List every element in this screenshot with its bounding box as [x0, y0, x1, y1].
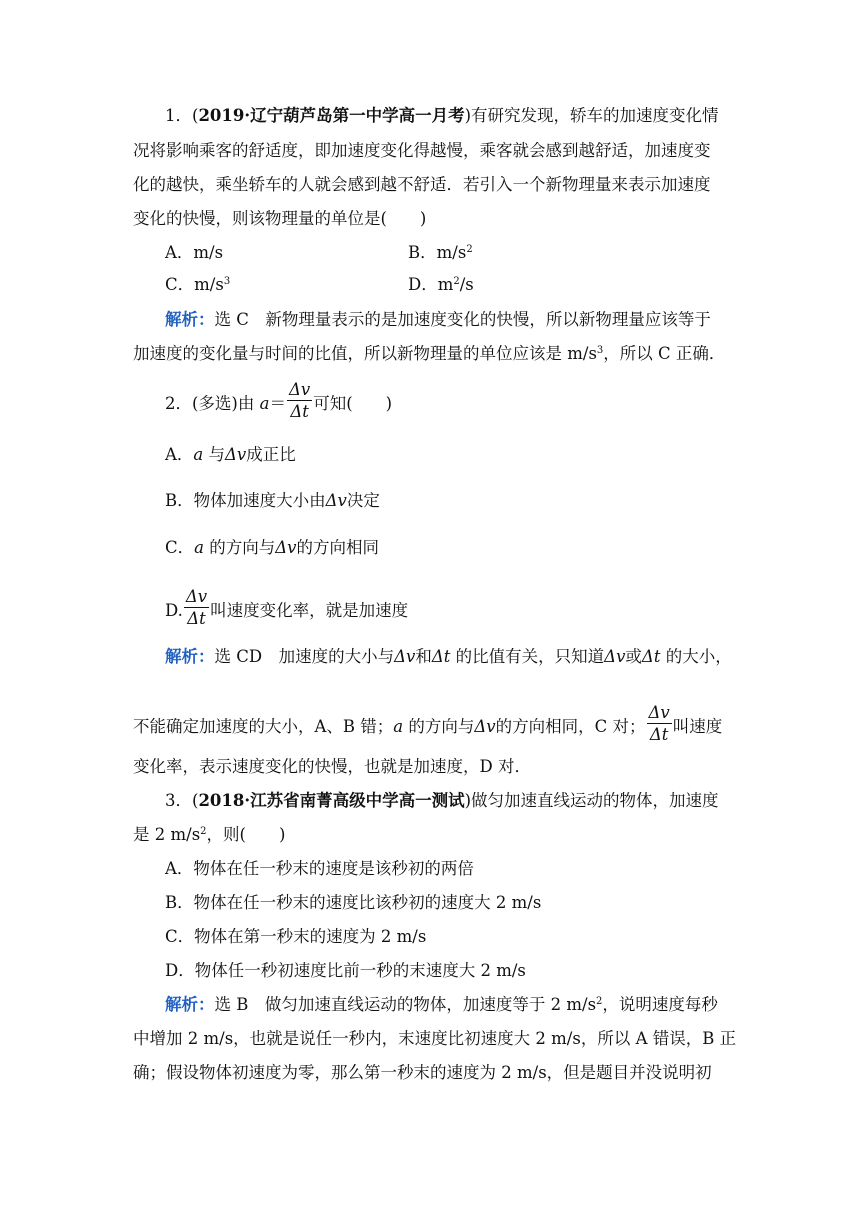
q1-option-d-unit: /s: [459, 275, 474, 294]
q2-answer-text-g: 的方向与: [403, 717, 475, 736]
q2-option-d-letter: D.: [165, 601, 183, 620]
q2-option-c-var: a: [194, 538, 204, 557]
q3-answer-text: 选 B 做匀加速直线运动的物体，加速度等于 2 m/s: [214, 995, 597, 1014]
q1-option-c-sup: 3: [223, 276, 231, 287]
q2-answer-fraction-denominator: Δt: [649, 725, 669, 744]
q3-answer-tail: ，说明速度每秒: [602, 995, 718, 1014]
q2-option-a-dv: Δv: [225, 445, 247, 464]
q3-number: 3．(: [165, 791, 199, 810]
q3-stem-2: 是 2 m/s: [133, 825, 201, 844]
q2-fraction-numerator: Δv: [288, 380, 311, 399]
q2-answer-dv-1: Δv: [394, 647, 416, 666]
q1-answer-line-2: [133, 343, 725, 365]
q1-stem: )有研究发现，轿车的加速度变化情: [464, 106, 719, 125]
q2-option-d-denominator: Δt: [187, 609, 206, 628]
q3-option-b: B．物体在任一秒末的速度比该秒初的速度大 2 m/s: [165, 893, 542, 912]
q2-answer-label: 解析：: [165, 647, 215, 666]
q3-option-c: C．物体在第一秒末的速度为 2 m/s: [165, 927, 427, 946]
q1-answer-text-2: 加速度的变化量与时间的比值，所以新物理量的单位应该是 m/s: [133, 344, 597, 363]
q3-answer-label: 解析：: [165, 995, 215, 1014]
q2-answer-line-2: [133, 703, 723, 749]
q2-answer-dv-2: Δv: [604, 647, 626, 666]
q2-answer-dt-2: Δt: [641, 647, 661, 666]
q1-option-c-text: C．m/s: [165, 275, 224, 294]
q1-line-3: 化的越快，乘坐轿车的人就会感到越不舒适．若引入一个新物理量来表示加速度: [133, 175, 711, 194]
q3-option-d: D．物体任一秒初速度比前一秒的末速度大 2 m/s: [165, 961, 526, 980]
q1-source: 2019·辽宁葫芦岛第一中学高一月考: [198, 106, 465, 125]
q2-number: 2．(多选)由: [165, 394, 260, 413]
q2-option-a-mid: 与: [203, 445, 226, 464]
q2-option-d: [165, 587, 409, 633]
q3-line-1: [165, 790, 719, 812]
q1-option-d: [408, 274, 474, 296]
q2-option-c-tail: 的方向相同: [296, 538, 379, 557]
q2-option-a: [165, 444, 296, 466]
q2-option-d-numerator: Δv: [185, 587, 208, 606]
q2-answer-text-h: 的方向相同，C 对；: [495, 717, 646, 736]
q2-option-b-text: B．物体加速度大小由: [165, 491, 326, 510]
q2-fraction-denominator: Δt: [290, 402, 309, 421]
q2-answer-dt-1: Δt: [431, 647, 451, 666]
q2-option-c-dv: Δv: [275, 538, 297, 557]
q2-answer-text-a: 选 CD 加速度的大小与: [214, 647, 395, 666]
q2-option-b: [165, 490, 380, 512]
q2-option-a-letter: A．: [165, 445, 194, 464]
q1-answer-label: 解析：: [165, 310, 215, 329]
q1-option-b-text: B．m/s: [408, 243, 467, 262]
q2-answer-text-i: 叫速度: [672, 717, 723, 736]
q2-option-c-mid: 的方向与: [203, 538, 276, 557]
q1-option-a: A．m/s: [165, 243, 224, 262]
q1-answer-text-3: ，所以 C 正确．: [603, 344, 726, 363]
q3-answer-line-3: 确；假设物体初速度为零，那么第一秒末的速度为 2 m/s，但是题目并没说明初: [133, 1063, 712, 1082]
q3-stem-sup: 2: [200, 826, 207, 837]
q3-answer-sup: 2: [596, 996, 603, 1007]
q2-answer-fraction-numerator: Δv: [648, 703, 670, 722]
q3-line-2: [133, 824, 285, 846]
q2-stem: [165, 380, 393, 426]
q2-answer-dv-3: Δv: [474, 717, 496, 736]
q1-line-2: 况将影响乘客的舒适度，即加速度变化得越慢，乘客就会感到越舒适，加速度变: [133, 141, 711, 160]
q2-option-a-var: a: [193, 445, 204, 464]
q3-answer-line-1: [165, 994, 718, 1016]
q1-option-b-sup: 2: [466, 244, 473, 255]
q2-answer-line-3: 变化率，表示速度变化的快慢，也就是加速度，D 对．: [133, 757, 531, 776]
q1-number: 1．(: [165, 106, 199, 125]
q2-answer-text-c: 的比值有关，只知道: [450, 647, 605, 666]
q2-option-b-tail: 决定: [346, 491, 380, 510]
q1-line-1: [165, 105, 719, 127]
q1-option-d-text: D．m: [408, 275, 454, 294]
q3-source: 2018·江苏省南菁高级中学高一测试: [198, 791, 465, 810]
q2-answer-var-a: a: [393, 717, 404, 736]
q3-stem-tail: ，则( ): [206, 825, 286, 844]
q2-answer-text-e: 的大小，: [660, 647, 732, 666]
q3-option-a: A．物体在任一秒末的速度是该秒初的两倍: [165, 859, 474, 878]
q2-option-c: [165, 537, 379, 559]
q2-equals: ＝: [269, 394, 286, 413]
q1-option-b: [408, 242, 473, 264]
q3-answer-line-2: 中增加 2 m/s，也就是说任一秒内，末速度比初速度大 2 m/s，所以 A 错误，B 正: [133, 1029, 737, 1048]
q1-answer-sup: 3: [596, 345, 604, 356]
q2-answer-text-f: 不能确定加速度的大小，A、B 错；: [133, 717, 394, 736]
q1-answer-line-1: [165, 309, 711, 331]
q2-option-d-fraction: [184, 587, 209, 630]
q2-option-b-dv: Δv: [325, 491, 347, 510]
q2-option-c-letter: C．: [165, 538, 195, 557]
q2-stem-tail: 可知( ): [313, 394, 393, 413]
q2-option-d-tail: 叫速度变化率，就是加速度: [210, 601, 409, 620]
q2-option-a-tail: 成正比: [246, 445, 296, 464]
q2-fraction: [287, 380, 312, 423]
q1-line-4: 变化的快慢，则该物理量的单位是( ): [133, 209, 427, 228]
q2-answer-line-1: [165, 646, 732, 668]
q2-answer-text-b: 和: [415, 647, 432, 666]
q2-answer-text-d: 或: [625, 647, 642, 666]
q1-option-d-sup: 2: [453, 276, 460, 287]
q2-answer-fraction: [647, 703, 672, 746]
q1-option-c: [165, 274, 230, 296]
q3-stem: )做匀加速直线运动的物体，加速度: [464, 791, 719, 810]
q1-answer-text: 选 C 新物理量表示的是加速度变化的快慢，所以新物理量应该等于: [214, 310, 711, 329]
q2-var-a: a: [259, 394, 270, 413]
